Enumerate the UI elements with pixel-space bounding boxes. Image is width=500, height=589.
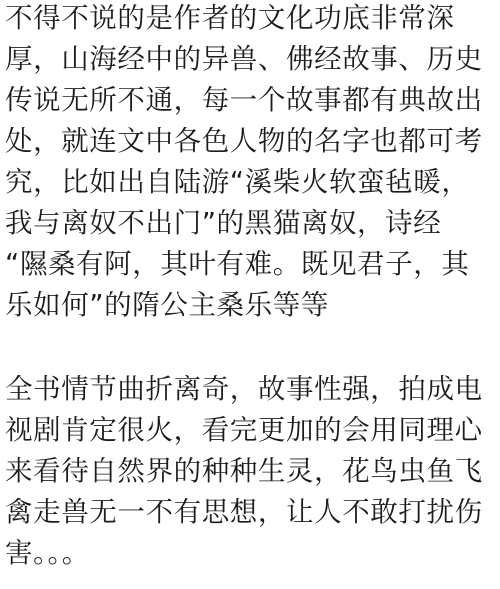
text-line: 究，比如出自陆游“溪柴火软蛮毡暖， xyxy=(5,166,470,198)
text-line: 全书情节曲折离奇，故事性强，拍成电 xyxy=(5,373,483,405)
text-line: 处，就连文中各色人物的名字也都可考 xyxy=(5,125,483,157)
text-line: 禽走兽无一不有思想，让人不敢打扰伤 xyxy=(5,496,483,528)
text-line: 害。。。 xyxy=(5,537,90,569)
text-line: 我与离奴不出门”的黑猫离奴，诗经 xyxy=(5,207,442,239)
text-line: “隰桑有阿，其叶有难。既见君子，其 xyxy=(5,248,470,280)
text-line: 不得不说的是作者的文化功底非常深 xyxy=(5,2,455,34)
text-line: 乐如何”的隋公主桑乐等等 xyxy=(5,289,329,321)
text-line: 厚，山海经中的异兽、佛经故事、历史 xyxy=(5,43,483,75)
text-line: 来看待自然界的种种生灵，花鸟虫鱼飞 xyxy=(5,455,483,487)
text-line: 传说无所不通，每一个故事都有典故出 xyxy=(5,84,483,116)
text-line: 视剧肯定很火，看完更加的会用同理心 xyxy=(5,414,483,446)
